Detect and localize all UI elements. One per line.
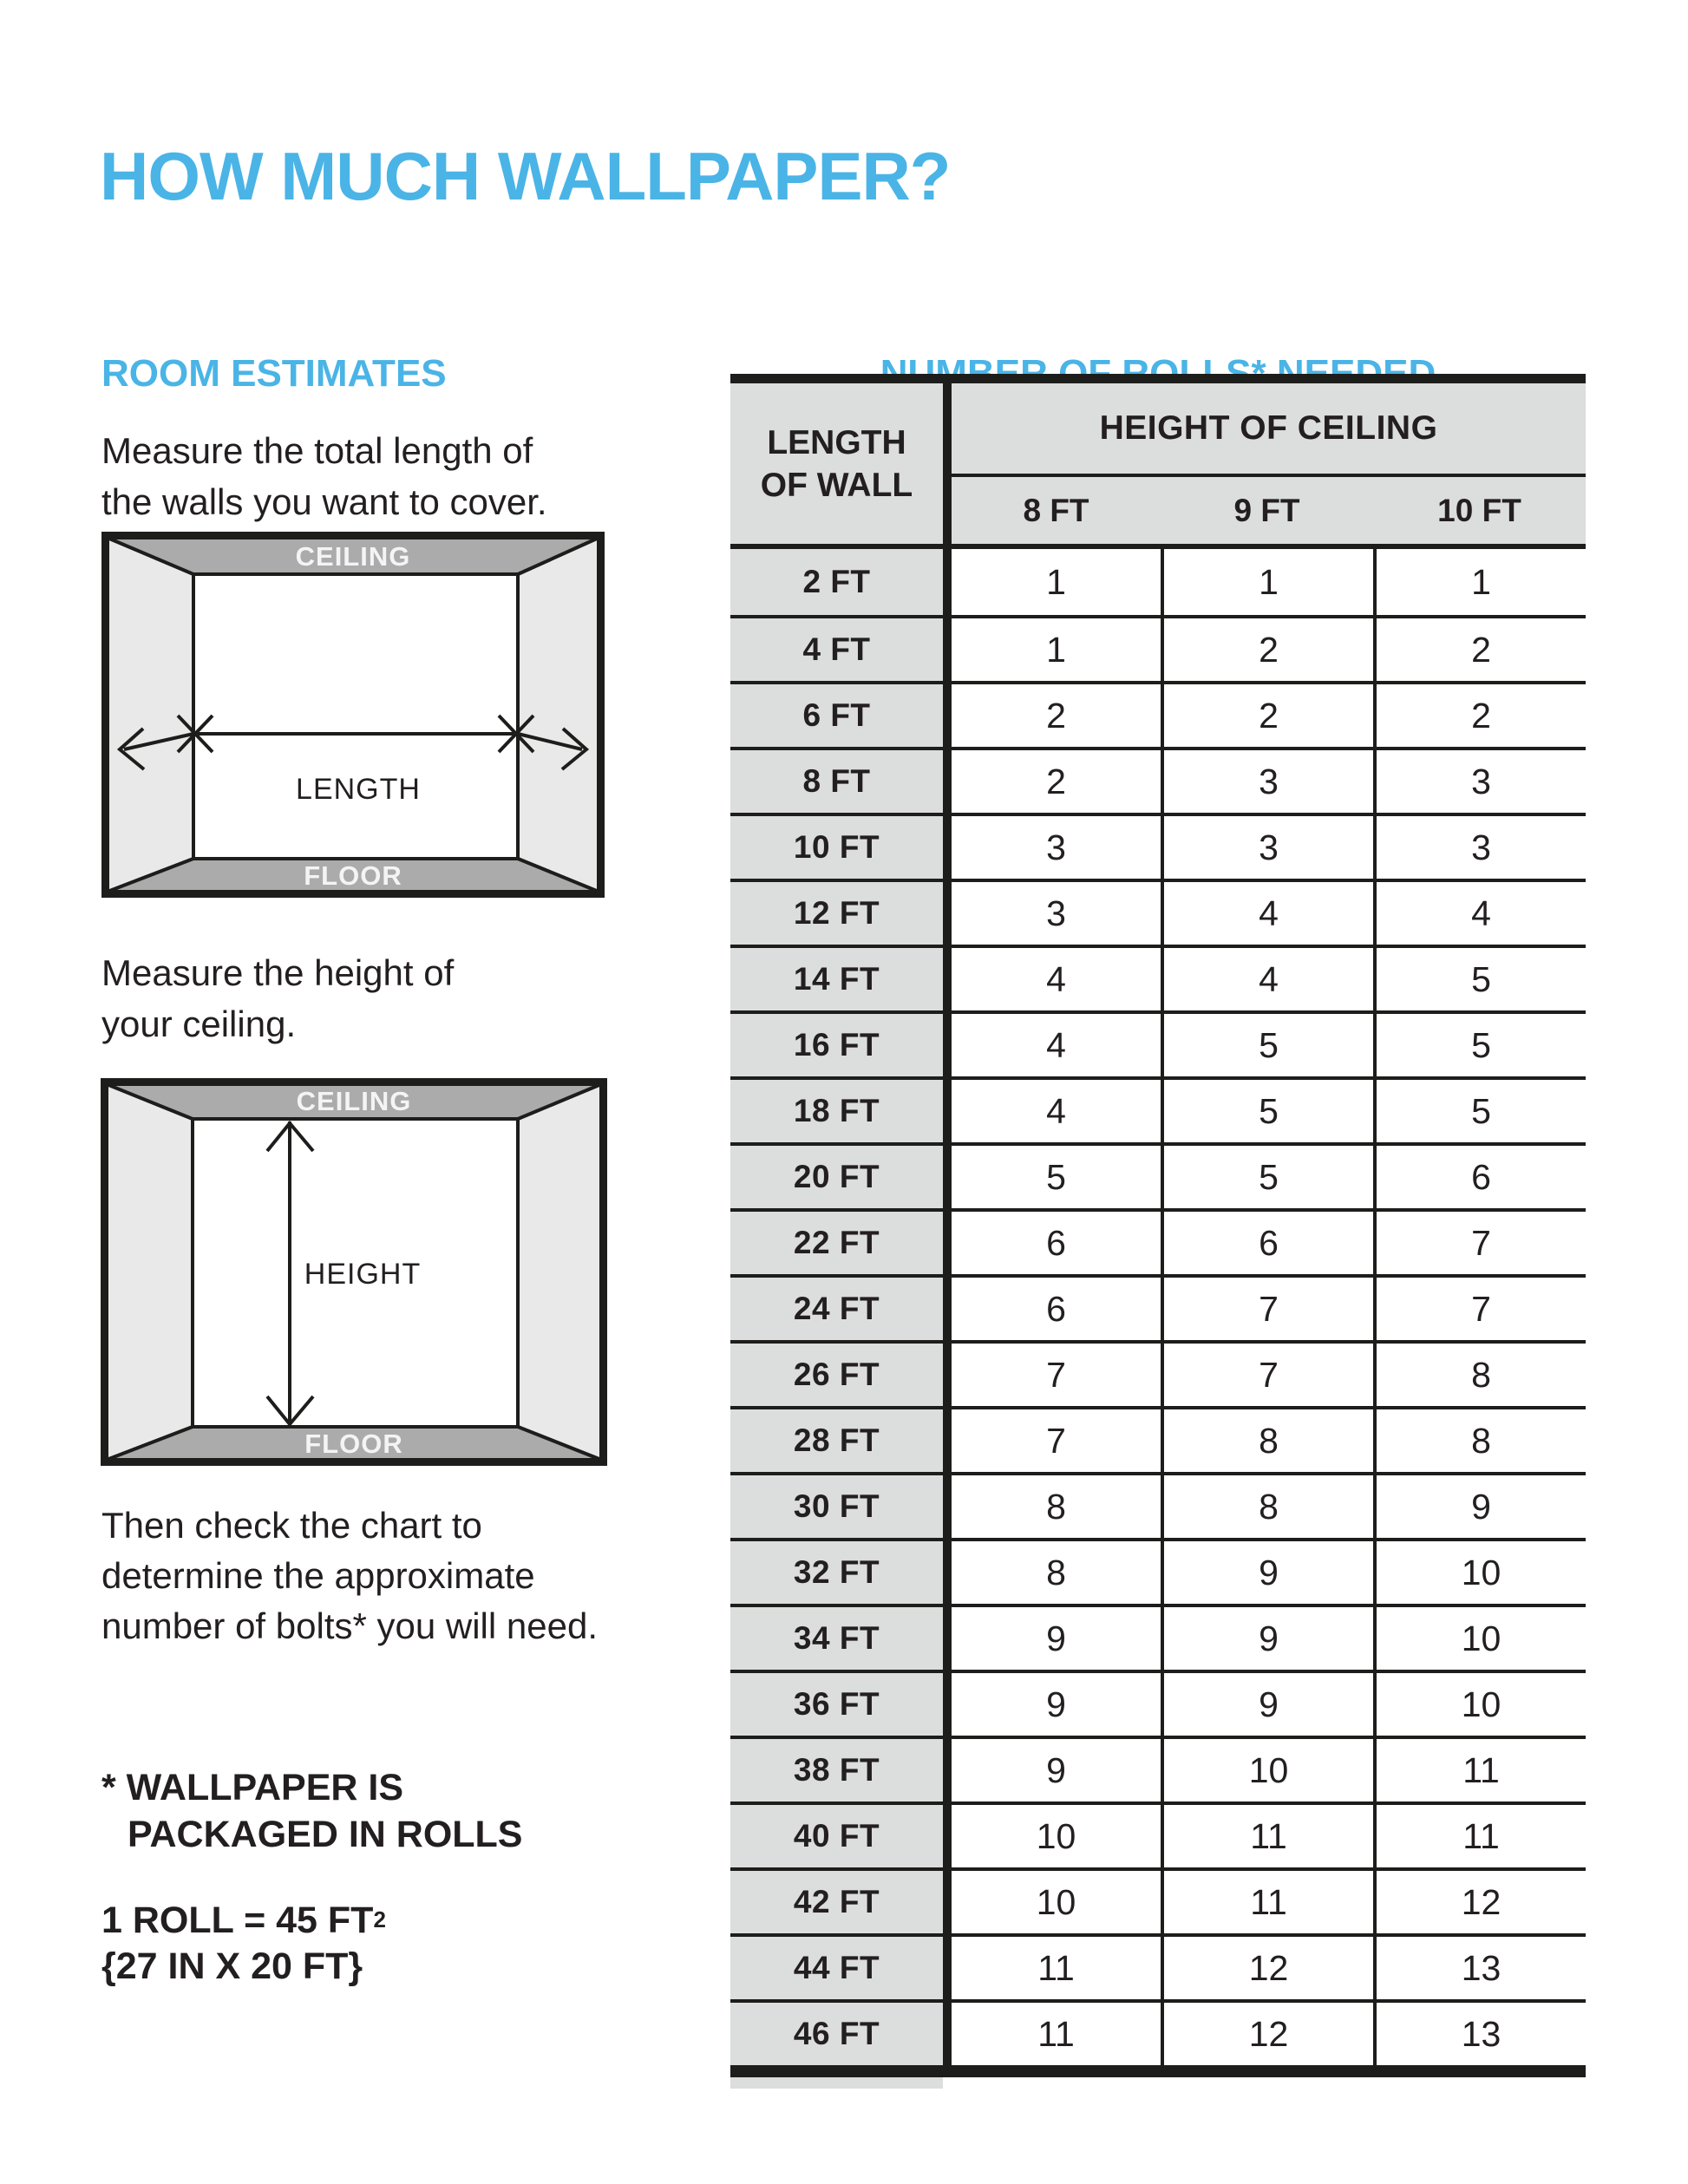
table-header bbox=[730, 383, 1586, 549]
table-row bbox=[730, 1670, 1586, 1736]
vertical-divider bbox=[943, 549, 952, 615]
row-label: 28 FT bbox=[730, 1409, 943, 1472]
rolls-value-cell: 6 bbox=[1373, 1146, 1586, 1208]
superscript-two: 2 bbox=[373, 1906, 386, 1932]
vertical-divider bbox=[943, 1937, 952, 1999]
row-label: 26 FT bbox=[730, 1344, 943, 1406]
rolls-value-cell: 5 bbox=[1161, 1014, 1373, 1076]
rolls-value-cell: 6 bbox=[1046, 1288, 1066, 1329]
length-label: LENGTH bbox=[296, 773, 421, 806]
row-label: 18 FT bbox=[730, 1080, 943, 1142]
text-line: OF WALL bbox=[760, 466, 913, 504]
table-body bbox=[730, 549, 1586, 2065]
table-row bbox=[730, 681, 1586, 747]
height-of-ceiling-header: HEIGHT OF CEILING bbox=[1099, 409, 1438, 447]
rolls-value-cell: 2 bbox=[1046, 695, 1066, 736]
table-row bbox=[730, 747, 1586, 813]
rolls-value-cell: 4 bbox=[1161, 882, 1373, 945]
rolls-value-cell: 9 bbox=[1046, 1684, 1066, 1724]
rolls-value-cell: 6 bbox=[1161, 1212, 1373, 1274]
row-label: 2 FT bbox=[730, 549, 943, 615]
room-estimates-heading: ROOM ESTIMATES bbox=[101, 351, 447, 395]
left-wall bbox=[108, 538, 193, 892]
vertical-divider bbox=[943, 948, 952, 1010]
rolls-value-cell: 3 bbox=[1373, 816, 1586, 879]
rolls-value-cell: 7 bbox=[1046, 1420, 1066, 1461]
rolls-value-cell: 10 bbox=[1373, 1673, 1586, 1736]
rolls-value-cell: 13 bbox=[1373, 1937, 1586, 1999]
rolls-value-cell: 8 bbox=[1046, 1552, 1066, 1592]
vertical-divider bbox=[943, 1212, 952, 1274]
vertical-divider bbox=[943, 383, 952, 544]
rolls-value-cell: 11 bbox=[1037, 1947, 1075, 1988]
text-line: determine the approximate bbox=[101, 1555, 535, 1596]
rolls-value-cell: 5 bbox=[1373, 1014, 1586, 1076]
row-label: 30 FT bbox=[730, 1475, 943, 1538]
text-line: number of bolts* you will need. bbox=[101, 1605, 598, 1646]
row-label: 22 FT bbox=[730, 1212, 943, 1274]
table-row bbox=[730, 945, 1586, 1010]
vertical-divider bbox=[943, 618, 952, 681]
table-row bbox=[730, 1801, 1586, 1867]
page-title: HOW MUCH WALLPAPER? bbox=[100, 138, 951, 215]
rolls-table bbox=[730, 374, 1586, 2089]
rolls-value-cell: 3 bbox=[1046, 893, 1066, 933]
text-line: your ceiling. bbox=[101, 1004, 297, 1044]
rolls-value-cell: 4 bbox=[1046, 1090, 1066, 1131]
vertical-divider bbox=[943, 1871, 952, 1933]
table-row bbox=[730, 1933, 1586, 1999]
rolls-value-cell: 11 bbox=[1373, 1739, 1586, 1801]
table-row bbox=[730, 1208, 1586, 1274]
table-row bbox=[730, 1274, 1586, 1340]
rolls-value-cell: 2 bbox=[1161, 618, 1373, 681]
rolls-value-cell: 4 bbox=[1046, 1024, 1066, 1065]
vertical-divider bbox=[943, 2003, 952, 2065]
table-row bbox=[730, 1999, 1586, 2065]
column-header-8ft: 8 FT bbox=[1023, 492, 1089, 528]
vertical-divider bbox=[943, 1344, 952, 1406]
rolls-value-cell: 9 bbox=[1046, 1749, 1066, 1790]
rolls-value-cell: 3 bbox=[1373, 750, 1586, 813]
text-line: Then check the chart to bbox=[101, 1505, 482, 1546]
rolls-value-cell: 3 bbox=[1046, 827, 1066, 867]
row-label: 12 FT bbox=[730, 882, 943, 945]
roll-size-note: 1 ROLL = 45 $FT^2$ bbox=[101, 1900, 386, 1941]
rolls-value-cell: 11 bbox=[1161, 1805, 1373, 1867]
rolls-value-cell: 2 bbox=[1046, 761, 1066, 801]
rolls-value-cell: 3 bbox=[1161, 816, 1373, 879]
rolls-value-cell: 7 bbox=[1161, 1278, 1373, 1340]
column-header-9ft: 9 FT bbox=[1233, 492, 1300, 528]
measure-height-paragraph bbox=[101, 947, 454, 1049]
room-length-diagram bbox=[101, 532, 605, 898]
rolls-value-cell: 7 bbox=[1046, 1354, 1066, 1395]
rolls-value-cell: 11 bbox=[1161, 1871, 1373, 1933]
table-row bbox=[730, 1604, 1586, 1670]
vertical-divider bbox=[943, 1146, 952, 1208]
vertical-divider bbox=[943, 882, 952, 945]
text-line: Measure the total length of bbox=[101, 430, 533, 471]
rolls-value-cell: 9 bbox=[1373, 1475, 1586, 1538]
check-chart-paragraph bbox=[101, 1501, 598, 1651]
vertical-divider bbox=[943, 750, 952, 813]
rolls-value-cell: 5 bbox=[1373, 1080, 1586, 1142]
rolls-value-cell: 13 bbox=[1373, 2003, 1586, 2065]
measure-length-paragraph bbox=[101, 425, 547, 527]
rolls-value-cell: 7 bbox=[1373, 1212, 1586, 1274]
vertical-divider bbox=[943, 1541, 952, 1604]
table-row bbox=[730, 549, 1586, 615]
row-label: 34 FT bbox=[730, 1607, 943, 1670]
row-label: 32 FT bbox=[730, 1541, 943, 1604]
rolls-value-cell: 10 bbox=[1373, 1607, 1586, 1670]
row-label: 8 FT bbox=[730, 750, 943, 813]
row-label: 40 FT bbox=[730, 1805, 943, 1867]
rolls-value-cell: 9 bbox=[1161, 1607, 1373, 1670]
vertical-divider bbox=[943, 1805, 952, 1867]
text-line: LENGTH bbox=[767, 423, 906, 461]
length-of-wall-header bbox=[730, 383, 943, 544]
vertical-divider bbox=[943, 816, 952, 879]
vertical-divider bbox=[943, 1080, 952, 1142]
room-height-diagram bbox=[101, 1078, 607, 1466]
rolls-value-cell: 10 bbox=[1036, 1881, 1076, 1922]
table-row bbox=[730, 1340, 1586, 1406]
rolls-value-cell: 4 bbox=[1161, 948, 1373, 1010]
text-line: * WALLPAPER IS bbox=[101, 1767, 404, 1808]
rolls-footnote bbox=[101, 1764, 523, 1858]
right-wall bbox=[518, 538, 599, 892]
rolls-value-cell: 2 bbox=[1161, 684, 1373, 747]
row-label: 36 FT bbox=[730, 1673, 943, 1736]
row-label: 20 FT bbox=[730, 1146, 943, 1208]
table-row bbox=[730, 1867, 1586, 1933]
rolls-value-cell: 10 bbox=[1036, 1815, 1076, 1856]
rolls-value-cell: 4 bbox=[1046, 958, 1066, 999]
rolls-value-cell: 7 bbox=[1373, 1278, 1586, 1340]
left-wall bbox=[107, 1084, 193, 1460]
rolls-value-cell: 8 bbox=[1046, 1486, 1066, 1527]
row-label: 16 FT bbox=[730, 1014, 943, 1076]
table-row bbox=[730, 1538, 1586, 1604]
rolls-value-cell: 4 bbox=[1373, 882, 1586, 945]
rolls-value-cell: 7 bbox=[1161, 1344, 1373, 1406]
table-row bbox=[730, 1472, 1586, 1538]
rolls-value-cell: 9 bbox=[1161, 1673, 1373, 1736]
rolls-value-cell: 8 bbox=[1373, 1409, 1586, 1472]
table-row bbox=[730, 615, 1586, 681]
row-label: 10 FT bbox=[730, 816, 943, 879]
rolls-value-cell: 12 bbox=[1161, 1937, 1373, 1999]
table-row bbox=[730, 813, 1586, 879]
roll-dimensions-note: {27 IN X 20 FT} bbox=[101, 1945, 363, 1987]
rolls-value-cell: 12 bbox=[1373, 1871, 1586, 1933]
row-label: 42 FT bbox=[730, 1871, 943, 1933]
row-label: 44 FT bbox=[730, 1937, 943, 1999]
row-label: 46 FT bbox=[730, 2003, 943, 2065]
vertical-divider bbox=[943, 1475, 952, 1538]
text-line: PACKAGED IN ROLLS bbox=[128, 1814, 523, 1855]
table-row bbox=[730, 1076, 1586, 1142]
vertical-divider bbox=[943, 1409, 952, 1472]
rolls-value-cell: 5 bbox=[1046, 1156, 1066, 1197]
rolls-value-cell: 1 bbox=[1046, 629, 1066, 670]
vertical-divider bbox=[943, 684, 952, 747]
rolls-value-cell: 5 bbox=[1373, 948, 1586, 1010]
table-bottom-bar bbox=[730, 2065, 1586, 2077]
table-row bbox=[730, 879, 1586, 945]
text-line: Measure the height of bbox=[101, 952, 455, 993]
vertical-divider bbox=[943, 1607, 952, 1670]
vertical-divider bbox=[943, 1673, 952, 1736]
back-wall bbox=[193, 574, 518, 859]
right-wall bbox=[518, 1084, 601, 1460]
vertical-divider bbox=[943, 1014, 952, 1076]
rolls-value-cell: 5 bbox=[1161, 1080, 1373, 1142]
row-label: 24 FT bbox=[730, 1278, 943, 1340]
rolls-value-cell: 2 bbox=[1373, 684, 1586, 747]
ceiling-label: CEILING bbox=[295, 541, 411, 572]
rolls-value-cell: 9 bbox=[1046, 1618, 1066, 1658]
rolls-value-cell: 9 bbox=[1161, 1541, 1373, 1604]
rolls-value-cell: 5 bbox=[1161, 1146, 1373, 1208]
text-line: the walls you want to cover. bbox=[101, 481, 547, 522]
rolls-value-cell: 1 bbox=[1161, 549, 1373, 615]
rolls-value-cell: 3 bbox=[1161, 750, 1373, 813]
column-header-10ft: 10 FT bbox=[1437, 492, 1521, 528]
rolls-value-cell: 10 bbox=[1373, 1541, 1586, 1604]
floor-label: FLOOR bbox=[304, 860, 402, 891]
row-label: 4 FT bbox=[730, 618, 943, 681]
gray-column-stub bbox=[730, 2077, 943, 2089]
ceiling-label: CEILING bbox=[296, 1086, 412, 1116]
row-label: 6 FT bbox=[730, 684, 943, 747]
row-label: 14 FT bbox=[730, 948, 943, 1010]
rolls-value-cell: 1 bbox=[1046, 561, 1066, 602]
height-label: HEIGHT bbox=[304, 1258, 422, 1291]
rolls-value-cell: 2 bbox=[1373, 618, 1586, 681]
rolls-value-cell: 11 bbox=[1037, 2013, 1075, 2054]
vertical-divider bbox=[943, 1739, 952, 1801]
table-row bbox=[730, 1406, 1586, 1472]
rolls-value-cell: 1 bbox=[1373, 549, 1586, 615]
rolls-value-cell: 11 bbox=[1373, 1805, 1586, 1867]
rolls-value-cell: 6 bbox=[1046, 1222, 1066, 1263]
floor-label: FLOOR bbox=[304, 1429, 403, 1459]
vertical-divider bbox=[943, 1278, 952, 1340]
rolls-value-cell: 10 bbox=[1161, 1739, 1373, 1801]
table-row bbox=[730, 1142, 1586, 1208]
row-label: 38 FT bbox=[730, 1739, 943, 1801]
rolls-value-cell: 8 bbox=[1373, 1344, 1586, 1406]
column-headers-row bbox=[952, 477, 1586, 544]
rolls-value-cell: 12 bbox=[1161, 2003, 1373, 2065]
rolls-value-cell: 8 bbox=[1161, 1475, 1373, 1538]
table-row bbox=[730, 1736, 1586, 1801]
rolls-value-cell: 8 bbox=[1161, 1409, 1373, 1472]
table-row bbox=[730, 1010, 1586, 1076]
table-top-bar bbox=[730, 374, 1586, 383]
